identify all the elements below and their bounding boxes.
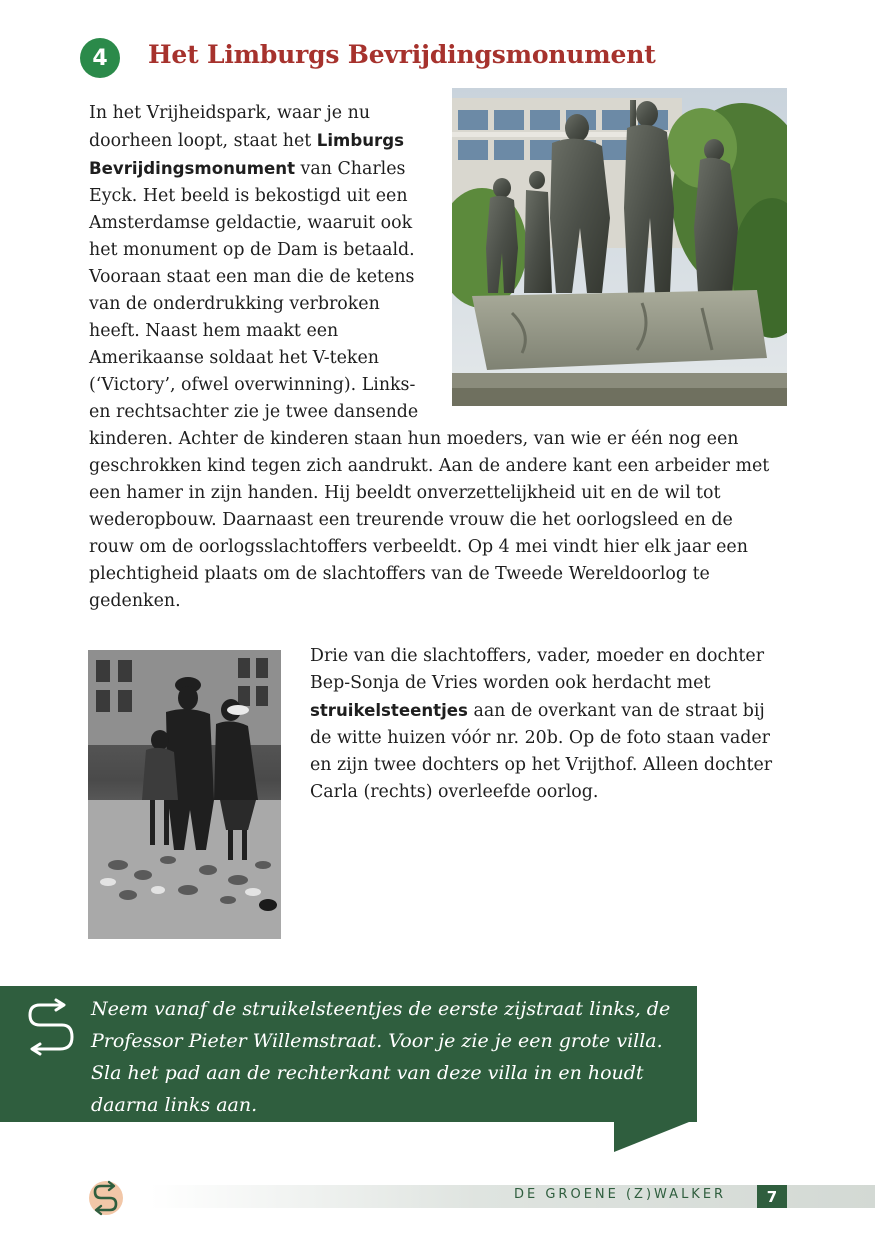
stumbling-stones-bold: struikelsteentjes bbox=[310, 701, 468, 720]
winding-path-arrow-icon bbox=[26, 997, 78, 1065]
monument-text-2: van Charles Eyck. Het beeld is bekostigd uit een Amsterdamse geldactie, waaruit ook het monument op de Dam is betaald. Vooraan staat een man die de ketens van de onderdrukking verbroken heeft. Naast hem maakt een Amerikaanse soldaat het V-teken (‘Victory’, ofwel overwinning). Links- en rechtsachter zie je twee dansende kinderen. Achter de kinderen staan hun moeders, van wie er één nog een geschrokken kind tegen zich aandrukt. Aan de andere kant een arbeider met een hamer in zijn handen. Hij beeldt onverzettelijkheid uit en de wil tot wederopbouw. Daarnaast een treurende vrouw die het oorlogsleed en de rouw om de oorlogsslachtoffers verbeeldt. Op 4 mei vindt hier elk jaar een plechtigheid plaats om de slachtoffers van de Tweede Wereldoorlog te gedenken. bbox=[89, 159, 770, 611]
page-number-value: 7 bbox=[766, 1187, 778, 1206]
directions-text: Neem vanaf de struikelsteentjes de eerste zijstraat links, de Professor Pieter Willemstraat. Voor je zie je een grote villa. Sla het pad aan de rechterkant van deze villa in en houdt daarna links aan. bbox=[91, 998, 671, 1116]
section-number-badge bbox=[80, 38, 120, 78]
section-number: 4 bbox=[92, 45, 108, 71]
victims-text-1: Drie van die slachtoffers, vader, moeder en dochter Bep-Sonja de Vries worden ook herdacht met bbox=[310, 646, 765, 693]
monument-name-bold: Limburgs Bevrijdingsmonument bbox=[89, 131, 404, 178]
family-photo bbox=[88, 650, 281, 939]
monument-description bbox=[89, 100, 779, 615]
directions-box-tail bbox=[614, 1120, 694, 1152]
monument-text-1: In het Vrijheidspark, waar je nu doorheen loopt, staat het bbox=[89, 103, 371, 151]
page-number bbox=[757, 1185, 787, 1208]
section-title: Het Limburgs Bevrijdingsmonument bbox=[148, 40, 656, 69]
footer-brand: DE GROENE (Z)WALKER bbox=[514, 1187, 727, 1202]
victims-description bbox=[310, 643, 790, 806]
victims-text-2: aan de overkant van de straat bij de witte huizen vóór nr. 20b. Op de foto staan vader en zijn twee dochters op het Vrijthof. Alleen dochter Carla (rechts) overleefde oorlog. bbox=[310, 701, 773, 802]
zwalker-logo-icon bbox=[88, 1177, 124, 1219]
